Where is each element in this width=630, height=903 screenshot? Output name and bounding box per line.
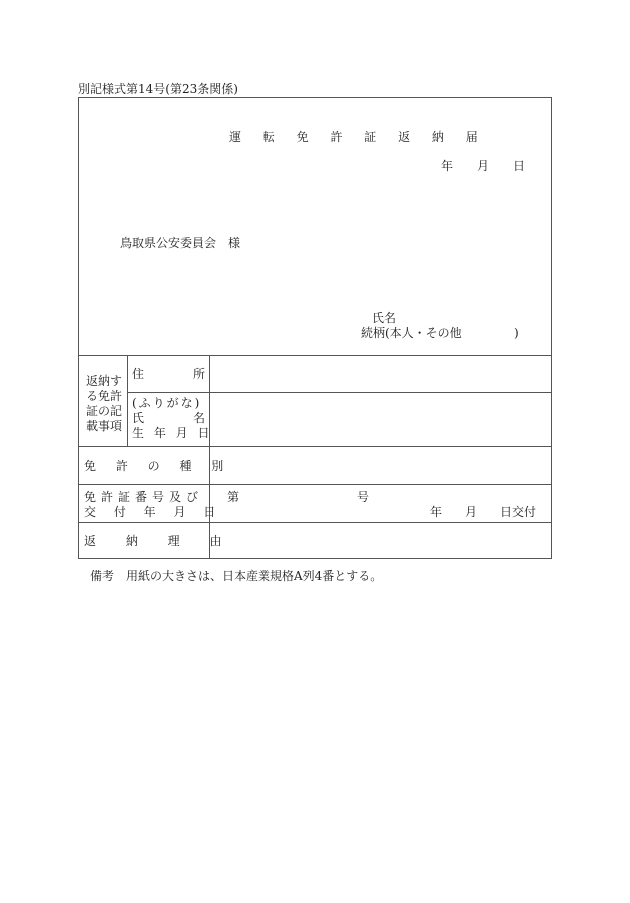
name-label-left: 氏	[132, 411, 145, 425]
table-divider	[78, 484, 552, 485]
section-label-line: 返納す	[86, 374, 123, 388]
form-title: 運 転 免 許 証 返 納 届	[229, 130, 487, 144]
name-label-right: 名	[193, 411, 206, 425]
table-divider	[78, 522, 552, 523]
license-type-label: 免 許 の 種 別	[84, 459, 232, 473]
applicant-relation-close: )	[514, 326, 519, 340]
applicant-relation-label: 続柄(本人・その他	[361, 326, 462, 340]
license-number-field[interactable]	[239, 487, 351, 503]
issue-month: 月	[465, 505, 478, 519]
issue-date-label: 交 付 年 月 日	[84, 505, 223, 519]
date-year: 年	[441, 159, 454, 173]
name-birth-field[interactable]	[211, 394, 550, 445]
footnote: 備考 用紙の大きさは、日本産業規格A列4番とする。	[90, 569, 383, 583]
applicant-name-label: 氏名	[372, 311, 397, 325]
section-label-line: 載事項	[86, 419, 123, 433]
table-divider	[209, 355, 210, 559]
return-reason-field[interactable]	[211, 524, 550, 558]
address-field[interactable]	[211, 357, 550, 391]
section-label-line: 証の記	[86, 404, 123, 418]
form-number: 別記様式第14号(第23条関係)	[78, 82, 238, 96]
table-divider	[127, 392, 552, 393]
address-label-left: 住	[132, 367, 145, 381]
table-divider	[78, 446, 552, 447]
license-number-prefix: 第	[227, 490, 240, 504]
license-number-suffix: 号	[357, 490, 370, 504]
addressee: 鳥取県公安委員会 様	[120, 236, 241, 250]
issue-year: 年	[430, 505, 443, 519]
birthdate-label: 生 年 月 日	[132, 426, 213, 440]
issue-day: 日交付	[500, 505, 537, 519]
return-reason-label: 返 納 理 由	[84, 534, 235, 548]
furigana-label: (ふりがな)	[132, 396, 202, 410]
table-divider	[127, 355, 128, 446]
date-month: 月	[477, 159, 490, 173]
section-label-line: る免許	[86, 389, 123, 403]
license-type-field[interactable]	[211, 448, 550, 483]
license-number-label: 免許証番号及び	[84, 490, 204, 504]
date-day: 日	[513, 159, 526, 173]
address-label-right: 所	[193, 367, 206, 381]
